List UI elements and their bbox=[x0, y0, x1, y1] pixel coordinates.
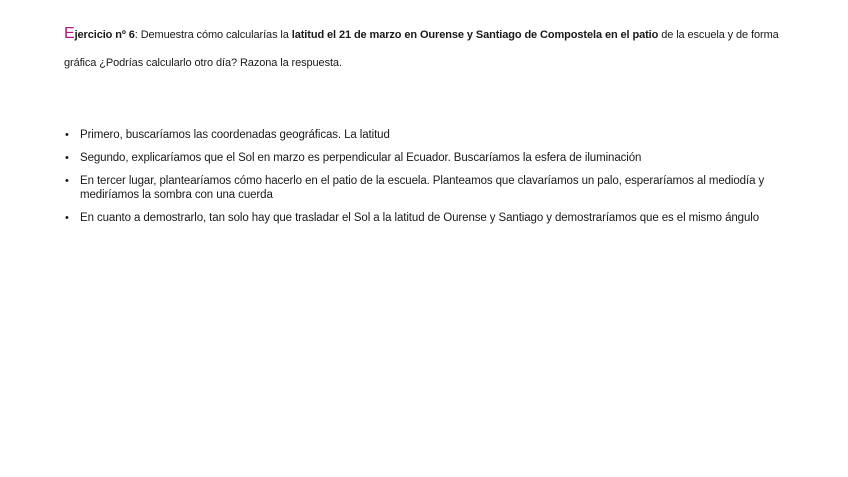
list-item-text: Primero, buscaríamos las coordenadas geográficas. La latitud bbox=[80, 129, 390, 141]
exercise-statement bbox=[64, 20, 794, 77]
bullet-icon: • bbox=[65, 152, 69, 164]
list-item bbox=[64, 174, 794, 202]
exercise-initial-letter: E bbox=[64, 25, 75, 42]
bullet-icon: • bbox=[65, 212, 69, 224]
list-item bbox=[64, 128, 794, 142]
exercise-text-part-1: : Demuestra cómo calcularías la bbox=[134, 29, 292, 41]
list-item-text: En tercer lugar, plantearíamos cómo hacerlo en el patio de la escuela. Planteamos que clavaríamos un palo, esperaríamos al mediodía y mediríamos la sombra con una cuerda bbox=[80, 175, 765, 201]
list-item-text: En cuanto a demostrarlo, tan solo hay que trasladar el Sol a la latitud de Ourense y Santiago y demostraríamos que es el mismo ángulo bbox=[80, 212, 760, 224]
exercise-label: jercicio nº 6 bbox=[74, 29, 135, 41]
bullet-icon: • bbox=[65, 175, 69, 187]
exercise-text-part-2: de la escuela y de forma gráfica ¿Podrías calcularlo otro día? Razona la respuesta. bbox=[64, 29, 779, 69]
exercise-highlighted-text: latitud el 21 de marzo en Ourense y Santiago de Compostela en el patio bbox=[291, 29, 659, 41]
list-item bbox=[64, 211, 794, 225]
answer-bullet-list bbox=[64, 128, 794, 234]
bullet-icon: • bbox=[65, 129, 69, 141]
list-item-text: Segundo, explicaríamos que el Sol en marzo es perpendicular al Ecuador. Buscaríamos la esfera de iluminación bbox=[80, 152, 642, 164]
list-item bbox=[64, 151, 794, 165]
